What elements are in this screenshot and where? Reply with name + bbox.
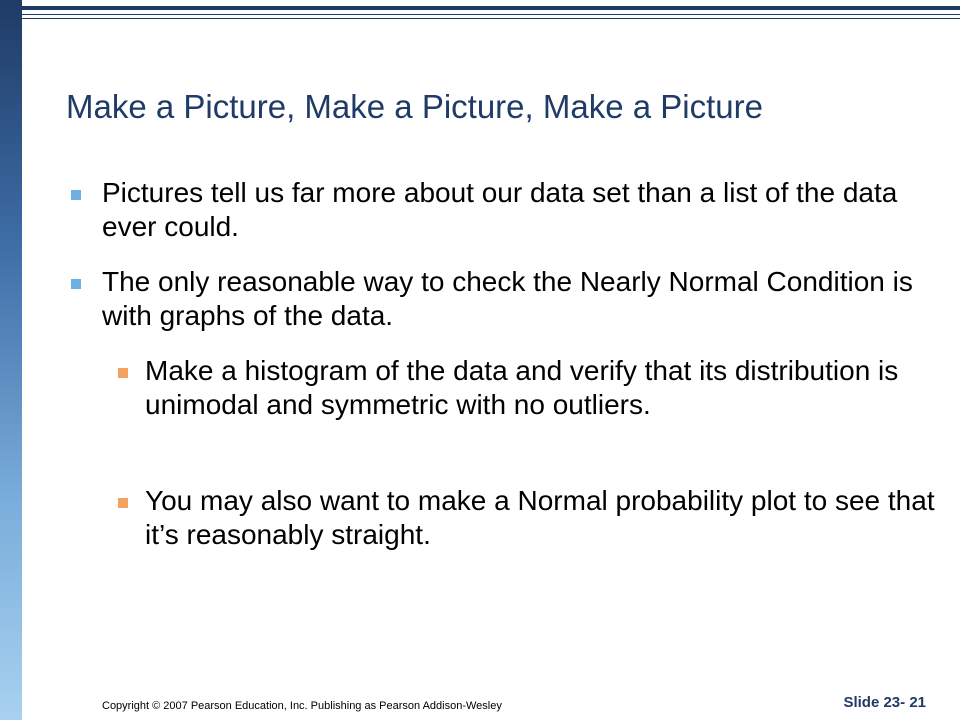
sub-bullet-text: You may also want to make a Normal probability plot to see that it’s reasonably straight. — [145, 485, 935, 550]
bullet-item — [102, 265, 922, 333]
slide-number: Slide 23- 21 — [843, 694, 926, 711]
top-rule-thin — [22, 14, 960, 15]
left-decorative-bar — [0, 0, 22, 720]
square-bullet-icon — [118, 498, 128, 508]
square-bullet-icon — [71, 279, 81, 289]
bullet-text: Pictures tell us far more about our data set than a list of the data ever could. — [102, 177, 898, 242]
top-rule-thick — [22, 6, 960, 10]
slide-title: Make a Picture, Make a Picture, Make a Picture — [66, 88, 763, 125]
copyright-notice: Copyright © 2007 Pearson Education, Inc. Publishing as Pearson Addison-Wesley — [102, 700, 502, 712]
square-bullet-icon — [71, 190, 81, 200]
sub-bullet-text: Make a histogram of the data and verify that its distribution is unimodal and symmetric with no outliers. — [145, 355, 899, 420]
top-rule-thin-lower — [22, 18, 960, 19]
sub-bullet-item — [145, 484, 935, 552]
bullet-text: The only reasonable way to check the Nearly Normal Condition is with graphs of the data. — [102, 266, 913, 331]
square-bullet-icon — [118, 368, 128, 378]
bullet-item — [102, 176, 922, 244]
sub-bullet-item — [145, 354, 935, 422]
